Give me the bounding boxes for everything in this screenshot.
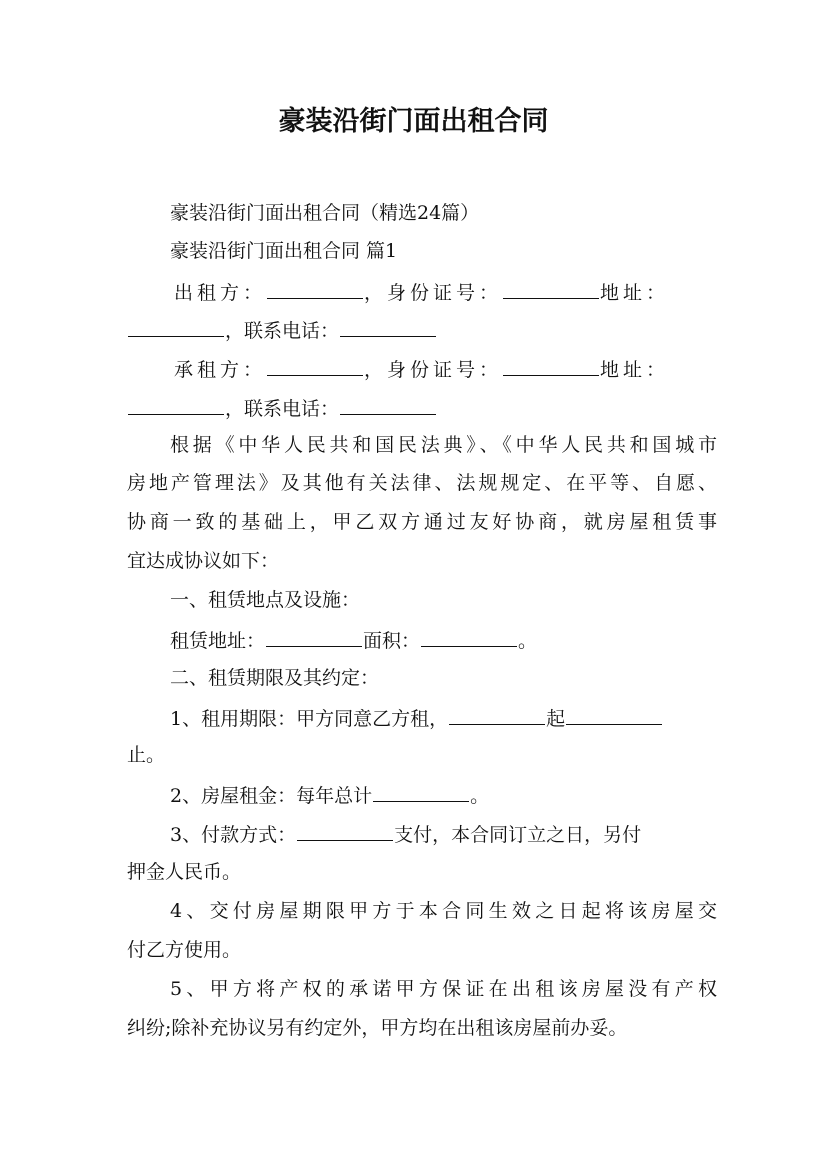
lease-address-blank (266, 626, 362, 647)
delivery-line-2: 付乙方使用。 (127, 939, 242, 961)
rent-label: 2、房屋租金：每年总计 (170, 785, 373, 807)
document-subtitle: 豪装沿街门面出租合同（精选24篇） (170, 202, 480, 224)
lessor-id-label: ，身份证号： (364, 282, 503, 304)
basis-line-3: 协商一致的基础上，甲乙双方通过友好协商，就房屋租赁事 (127, 511, 717, 533)
term-line (170, 704, 717, 732)
section-heading: 豪装沿街门面出租合同 篇1 (170, 240, 398, 262)
term-end-blank (566, 704, 662, 725)
lessor-address-label: 地址： (600, 282, 670, 304)
lessee-phone-label: ，联系电话： (225, 398, 340, 420)
lessor-id-blank (503, 278, 599, 299)
area-label: 面积： (363, 630, 421, 652)
lessee-line-1 (174, 355, 717, 383)
payment-end-line: 押金人民币。 (127, 861, 242, 883)
area-end: 。 (518, 630, 538, 652)
lessee-id-blank (503, 355, 599, 376)
lessor-label: 出租方： (174, 282, 267, 304)
payment-mid: 支付，本合同订立之日，另付 (394, 824, 642, 846)
lessee-phone-blank (340, 394, 436, 415)
rent-end: 。 (470, 785, 490, 807)
basis-line-1: 根据《中华人民共和国民法典》、《中华人民共和国城市 (170, 434, 717, 456)
lessor-line-1 (174, 278, 717, 306)
rent-line (170, 781, 717, 809)
payment-line (170, 820, 717, 848)
title-line-1: 5、甲方将产权的承诺甲方保证在出租该房屋没有产权 (170, 978, 717, 1000)
lessor-phone-label: ，联系电话： (225, 320, 340, 342)
rent-blank (373, 781, 469, 802)
area-blank (421, 626, 517, 647)
basis-line-2: 房地产管理法》及其他有关法律、法规规定、在平等、自愿、 (127, 472, 717, 494)
payment-label: 3、付款方式： (170, 824, 297, 846)
lease-address-line (170, 626, 717, 654)
lessor-phone-blank (340, 316, 436, 337)
lessee-line-2 (127, 394, 717, 422)
lessee-address-label: 地址： (600, 359, 670, 381)
basis-line-4: 宜达成协议如下： (127, 550, 280, 572)
lease-address-label: 租赁地址： (170, 630, 266, 652)
item-2-heading: 二、租赁期限及其约定： (170, 667, 380, 689)
item-1-heading: 一、租赁地点及设施： (170, 589, 361, 611)
lessee-name-blank (267, 355, 363, 376)
lessee-id-label: ，身份证号： (364, 359, 503, 381)
term-end-line: 止。 (127, 744, 166, 766)
lessee-address-blank (128, 394, 224, 415)
lessor-name-blank (267, 278, 363, 299)
delivery-line-1: 4、交付房屋期限甲方于本合同生效之日起将该房屋交 (170, 900, 717, 922)
title-line-2: 纠纷;除补充协议另有约定外，甲方均在出租该房屋前办妥。 (127, 1017, 628, 1039)
payment-blank (297, 820, 393, 841)
document-title: 豪装沿街门面出租合同 (278, 106, 549, 137)
lessor-address-blank (128, 316, 224, 337)
term-label: 1、租用期限：甲方同意乙方租， (170, 708, 449, 730)
term-from: 起 (546, 708, 566, 730)
lessor-line-2 (127, 316, 717, 344)
lessee-label: 承租方： (174, 359, 267, 381)
term-start-blank (449, 704, 545, 725)
